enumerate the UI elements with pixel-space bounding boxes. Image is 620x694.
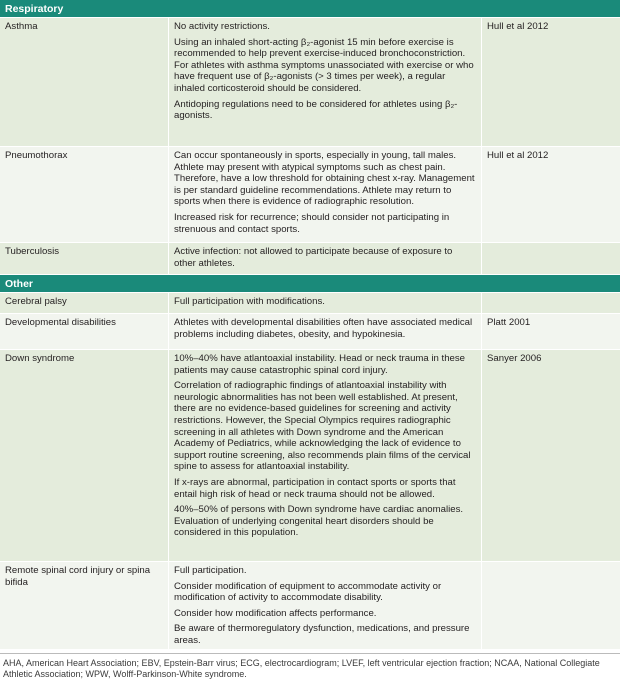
table-row bbox=[0, 350, 620, 562]
recommendation-cell bbox=[168, 562, 481, 649]
reference-cell: Sanyer 2006 bbox=[481, 350, 620, 561]
recommendation-cell bbox=[168, 350, 481, 561]
recommendation-cell bbox=[168, 293, 481, 313]
recommendation-paragraph: Full participation with modifications. bbox=[174, 296, 325, 307]
recommendation-cell bbox=[168, 314, 481, 349]
recommendation-paragraph: Consider modification of equipment to accommodate activity or modification of activity to accommodate disability. bbox=[174, 580, 442, 604]
recommendation-cell bbox=[168, 147, 481, 242]
recommendation-paragraph: If x-rays are abnormal, participation in contact sports or sports that entail high risk of head or neck trauma should not be allowed. bbox=[174, 476, 456, 500]
condition-cell: Tuberculosis bbox=[5, 246, 60, 257]
reference-cell bbox=[481, 293, 620, 313]
recommendation-paragraph: Active infection: not allowed to participate because of exposure to other athletes. bbox=[174, 246, 453, 269]
recommendation-paragraph: Full participation. bbox=[174, 565, 247, 576]
recommendation-paragraph: Correlation of radiographic findings of atlantoaxial instability with neurologic abnormalities has not been well established. At present, there are no evidence-based guidelines for screening and activity restrictions. However, the Special Olympics requires radiographic screening in all athletes with Down syndrome and the American Academy of Pediatrics, while acknowledging the lack of evidence to support routine screening, also recommends plain films of the cervical spine to assess for atlantoaxial instability. bbox=[174, 380, 471, 473]
section-header-respiratory: Respiratory bbox=[0, 0, 620, 18]
recommendation-paragraph: 40%–50% of persons with Down syndrome have cardiac anomalies. Evaluation of underlying congenital heart disorders should be considered in this population. bbox=[174, 504, 464, 539]
recommendation-paragraph: Increased risk for recurrence; should consider not participating in strenuous and contact sports. bbox=[174, 211, 450, 235]
recommendation-paragraph: 10%–40% have atlantoaxial instability. Head or neck trauma in these patients may cause catastrophic spinal cord injury. bbox=[174, 353, 466, 376]
recommendation-paragraph: Athletes with developmental disabilities often have associated medical problems including diabetes, obesity, and hypokinesia. bbox=[174, 317, 473, 340]
table-row bbox=[0, 562, 620, 650]
recommendation-paragraph: Antidoping regulations need to be considered for athletes using β₂-agonists. bbox=[174, 98, 458, 122]
condition-cell: Pneumothorax bbox=[5, 150, 68, 161]
reference-cell: Platt 2001 bbox=[481, 314, 620, 349]
recommendation-paragraph: Can occur spontaneously in sports, especially in young, tall males. Athlete may present with atypical symptoms such as chest pain. Therefore, have a low threshold for obtaining chest x-ray. Management is per standard guideline recommendations. Athlete may return to sports when there is evidence of radiographic resolution. bbox=[174, 150, 475, 208]
condition-cell: Remote spinal cord injury or spina bifida bbox=[5, 565, 151, 588]
recommendation-cell bbox=[168, 18, 481, 146]
table-row bbox=[0, 293, 620, 314]
condition-cell: Asthma bbox=[5, 21, 38, 32]
section-header-other: Other bbox=[0, 275, 620, 293]
condition-cell: Down syndrome bbox=[5, 353, 75, 364]
reference-cell bbox=[481, 562, 620, 649]
condition-cell: Cerebral palsy bbox=[5, 296, 67, 307]
table-row bbox=[0, 243, 620, 275]
recommendation-cell bbox=[168, 243, 481, 274]
reference-cell: Hull et al 2012 bbox=[481, 18, 620, 146]
recommendation-paragraph: Be aware of thermoregulatory dysfunction, medications, and pressure areas. bbox=[174, 623, 470, 646]
table-row bbox=[0, 314, 620, 350]
recommendation-paragraph: Using an inhaled short-acting β₂-agonist 15 min before exercise is recommended to help prevent exercise-induced bronchoconstriction. For athletes with asthma symptoms unassociated with exercise or who have frequent use of β₂-agonists (> 3 times per week), a regular inhaled corticosteroid should be considered. bbox=[174, 36, 474, 94]
table-row bbox=[0, 147, 620, 243]
recommendation-paragraph: Consider how modification affects performance. bbox=[174, 607, 377, 619]
reference-cell: Hull et al 2012 bbox=[481, 147, 620, 242]
recommendation-paragraph: No activity restrictions. bbox=[174, 21, 270, 32]
condition-cell: Developmental disabilities bbox=[5, 317, 116, 328]
table-row bbox=[0, 18, 620, 147]
table-footnote: AHA, American Heart Association; EBV, Epstein-Barr virus; ECG, electrocardiogram; LVEF, left ventricular ejection fraction; NCAA, National Collegiate Athletic Association; WPW, Wolff-Parkinson-White syndrome. bbox=[0, 653, 620, 680]
reference-cell bbox=[481, 243, 620, 274]
